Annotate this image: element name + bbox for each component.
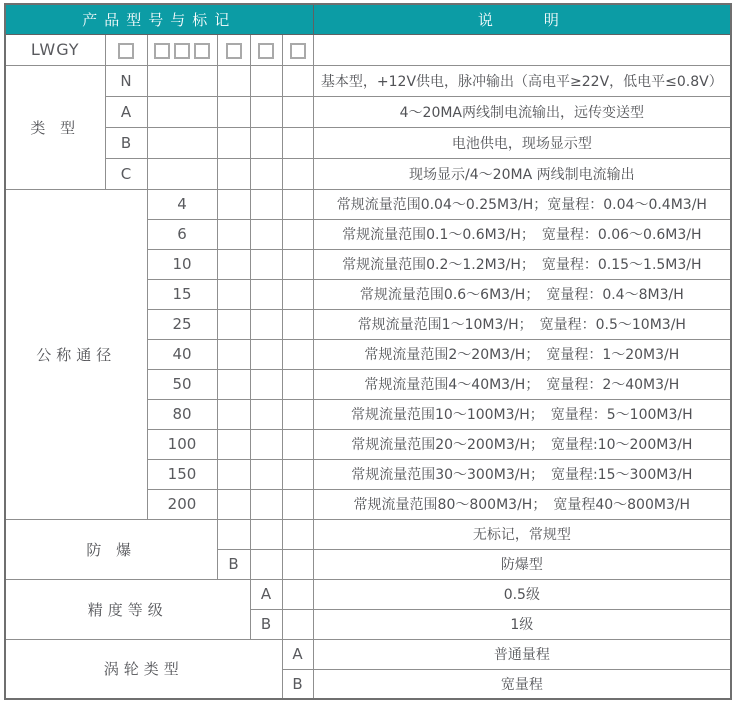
explosion-desc: 无标记，常规型 xyxy=(313,519,731,549)
checkbox-placeholder-icon xyxy=(226,43,242,59)
diameter-size: 40 xyxy=(147,339,217,369)
empty-cell xyxy=(217,96,250,127)
type-code: B xyxy=(105,127,147,158)
accuracy-desc: 0.5级 xyxy=(313,579,731,609)
turbine-desc: 普通量程 xyxy=(313,639,731,669)
header-product-model-label: 产品型号与标记 xyxy=(5,4,313,34)
empty-cell xyxy=(217,429,250,459)
checkbox-placeholder-icon xyxy=(290,43,306,59)
checkbox-placeholder-icon xyxy=(174,43,190,59)
table-header-row xyxy=(5,4,731,34)
empty-cell xyxy=(282,96,313,127)
empty-cell xyxy=(250,249,282,279)
type-desc: 基本型，+12V供电，脉冲输出（高电平≥22V，低电平≤0.8V） xyxy=(313,65,731,96)
accuracy-code-box-cell xyxy=(250,34,282,65)
empty-cell xyxy=(217,279,250,309)
empty-cell xyxy=(282,219,313,249)
turbine-row xyxy=(5,639,731,669)
diameter-size: 100 xyxy=(147,429,217,459)
turbine-desc: 宽量程 xyxy=(313,669,731,699)
empty-cell xyxy=(217,158,250,189)
type-row xyxy=(5,127,731,158)
explosion-row xyxy=(5,519,731,549)
accuracy-row xyxy=(5,579,731,609)
checkbox-placeholder-icon xyxy=(154,43,170,59)
empty-cell xyxy=(282,279,313,309)
empty-cell xyxy=(282,127,313,158)
checkbox-placeholder-icon xyxy=(258,43,274,59)
empty-cell xyxy=(282,65,313,96)
explosion-desc: 防爆型 xyxy=(313,549,731,579)
type-row xyxy=(5,158,731,189)
type-row xyxy=(5,96,731,127)
empty-cell xyxy=(217,369,250,399)
empty-cell xyxy=(250,549,282,579)
accuracy-desc: 1级 xyxy=(313,609,731,639)
empty-cell xyxy=(250,459,282,489)
empty-cell xyxy=(217,65,250,96)
empty-cell xyxy=(217,219,250,249)
product-model-spec-table xyxy=(4,3,732,700)
diameter-desc: 常规流量范围1～10M3/H； 宽量程：0.5～10M3/H xyxy=(313,309,731,339)
diameter-desc: 常规流量范围30～300M3/H； 宽量程:15～300M3/H xyxy=(313,459,731,489)
diameter-desc: 常规流量范围10～100M3/H； 宽量程：5～100M3/H xyxy=(313,399,731,429)
empty-cell xyxy=(282,369,313,399)
empty-cell xyxy=(217,489,250,519)
diameter-size: 25 xyxy=(147,309,217,339)
diameter-code-box-cell xyxy=(147,34,217,65)
empty-cell xyxy=(217,459,250,489)
empty-desc-cell xyxy=(313,34,731,65)
empty-cell xyxy=(282,399,313,429)
empty-cell xyxy=(282,249,313,279)
type-row xyxy=(5,65,731,96)
empty-cell xyxy=(250,369,282,399)
section-label-type: 类 型 xyxy=(5,65,105,189)
diameter-desc: 常规流量范围4～40M3/H； 宽量程：2～40M3/H xyxy=(313,369,731,399)
empty-cell xyxy=(282,339,313,369)
empty-cell xyxy=(282,459,313,489)
empty-cell xyxy=(282,309,313,339)
empty-cell xyxy=(250,96,282,127)
empty-cell xyxy=(282,519,313,549)
empty-cell xyxy=(217,339,250,369)
diameter-size: 4 xyxy=(147,189,217,219)
empty-cell xyxy=(147,158,217,189)
explosion-code-box-cell xyxy=(217,34,250,65)
diameter-size: 10 xyxy=(147,249,217,279)
checkbox-placeholder-icon xyxy=(194,43,210,59)
diameter-desc: 常规流量范围2～20M3/H； 宽量程：1～20M3/H xyxy=(313,339,731,369)
type-code: N xyxy=(105,65,147,96)
diameter-desc: 常规流量范围20～200M3/H； 宽量程:10～200M3/H xyxy=(313,429,731,459)
empty-cell xyxy=(217,249,250,279)
diameter-desc: 常规流量范围0.1～0.6M3/H； 宽量程：0.06～0.6M3/H xyxy=(313,219,731,249)
turbine-code-box-cell xyxy=(282,34,313,65)
section-label-accuracy: 精度等级 xyxy=(5,579,250,639)
empty-cell xyxy=(282,189,313,219)
model-code-row xyxy=(5,34,731,65)
empty-cell xyxy=(250,158,282,189)
type-code: A xyxy=(105,96,147,127)
accuracy-code: B xyxy=(250,609,282,639)
diameter-size: 80 xyxy=(147,399,217,429)
empty-cell xyxy=(282,429,313,459)
empty-cell xyxy=(147,65,217,96)
diameter-desc: 常规流量范围80～800M3/H； 宽量程40～800M3/H xyxy=(313,489,731,519)
explosion-code: B xyxy=(217,549,250,579)
empty-cell xyxy=(217,189,250,219)
empty-cell xyxy=(250,339,282,369)
type-desc: 4～20MA两线制电流输出，远传变送型 xyxy=(313,96,731,127)
empty-cell xyxy=(147,96,217,127)
checkbox-placeholder-icon xyxy=(118,43,134,59)
header-description-label: 说 明 xyxy=(313,4,731,34)
empty-cell xyxy=(282,158,313,189)
section-label-turbine: 涡轮类型 xyxy=(5,639,282,699)
diameter-size: 200 xyxy=(147,489,217,519)
section-label-explosion: 防 爆 xyxy=(5,519,217,579)
turbine-code: B xyxy=(282,669,313,699)
model-name: LWGY xyxy=(5,34,105,65)
empty-cell xyxy=(282,579,313,609)
diameter-size: 6 xyxy=(147,219,217,249)
empty-cell xyxy=(250,429,282,459)
diameter-desc: 常规流量范围0.04～0.25M3/H；宽量程：0.04～0.4M3/H xyxy=(313,189,731,219)
explosion-code xyxy=(217,519,250,549)
empty-cell xyxy=(250,219,282,249)
empty-cell xyxy=(147,127,217,158)
empty-cell xyxy=(282,489,313,519)
empty-cell xyxy=(250,189,282,219)
empty-cell xyxy=(250,399,282,429)
empty-cell xyxy=(250,127,282,158)
empty-cell xyxy=(217,127,250,158)
turbine-code: A xyxy=(282,639,313,669)
empty-cell xyxy=(250,279,282,309)
empty-cell xyxy=(250,519,282,549)
type-desc: 现场显示/4～20MA 两线制电流输出 xyxy=(313,158,731,189)
diameter-size: 15 xyxy=(147,279,217,309)
diameter-size: 50 xyxy=(147,369,217,399)
empty-cell xyxy=(282,609,313,639)
accuracy-code: A xyxy=(250,579,282,609)
diameter-desc: 常规流量范围0.2～1.2M3/H； 宽量程：0.15～1.5M3/H xyxy=(313,249,731,279)
empty-cell xyxy=(217,309,250,339)
diameter-desc: 常规流量范围0.6～6M3/H； 宽量程：0.4～8M3/H xyxy=(313,279,731,309)
diameter-row xyxy=(5,189,731,219)
section-label-diameter: 公称通径 xyxy=(5,189,147,519)
empty-cell xyxy=(217,399,250,429)
type-desc: 电池供电，现场显示型 xyxy=(313,127,731,158)
empty-cell xyxy=(250,309,282,339)
type-code: C xyxy=(105,158,147,189)
empty-cell xyxy=(282,549,313,579)
diameter-size: 150 xyxy=(147,459,217,489)
type-code-box-cell xyxy=(105,34,147,65)
empty-cell xyxy=(250,489,282,519)
empty-cell xyxy=(250,65,282,96)
